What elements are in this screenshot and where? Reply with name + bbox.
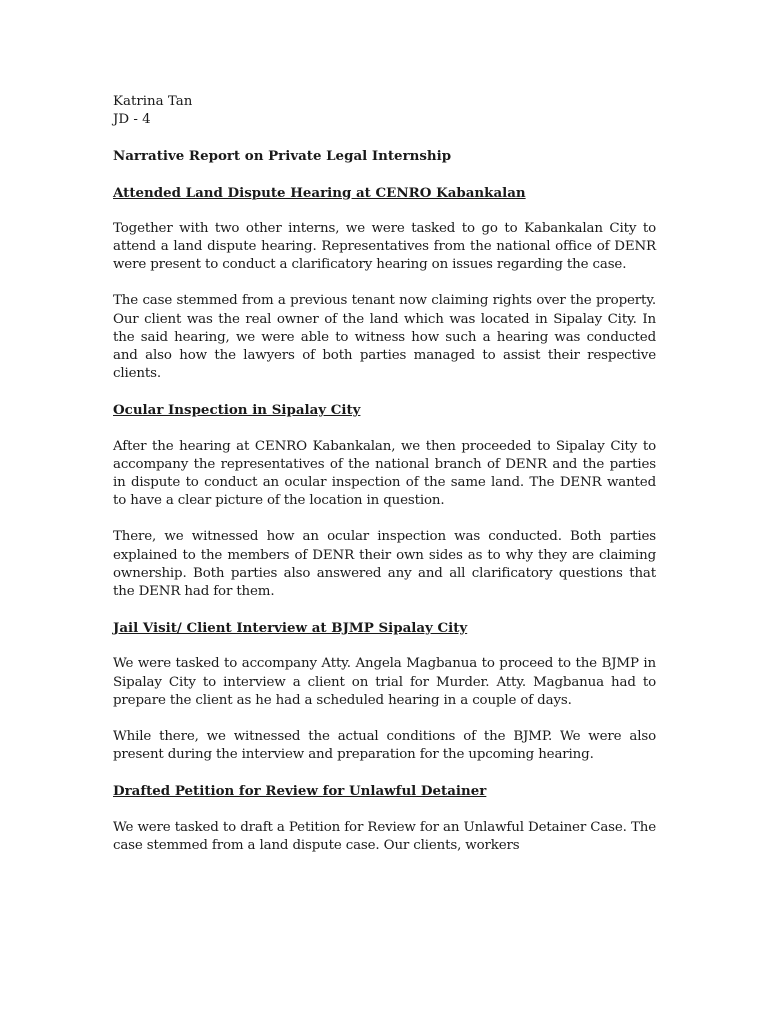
- paragraph: We were tasked to draft a Petition for Review for an Unlawful Detainer Case. The case stemmed from a land dispute case. Our clients, workers: [113, 819, 656, 853]
- section-heading-petition-review: Drafted Petition for Review for Unlawful Detainer: [113, 783, 487, 800]
- author-block: [113, 93, 656, 129]
- author-name: Katrina Tan: [113, 94, 193, 109]
- section-heading-jail-visit: Jail Visit/ Client Interview at BJMP Sipalay City: [113, 620, 468, 637]
- paragraph: After the hearing at CENRO Kabankalan, we then proceeded to Sipalay City to accompany the representatives of the national branch of DENR and the parties in dispute to conduct an ocular inspection of the same land. The DENR wanted to have a clear picture of the location in question.: [113, 438, 656, 509]
- section-heading-ocular-inspection: Ocular Inspection in Sipalay City: [113, 402, 361, 419]
- paragraph: We were tasked to accompany Atty. Angela Magbanua to proceed to the BJMP in Sipalay City to interview a client on trial for Murder. Atty. Magbanua had to prepare the client as he had a scheduled hearing in a couple of days.: [113, 656, 656, 708]
- document-page: [113, 93, 656, 855]
- paragraph: There, we witnessed how an ocular inspection was conducted. Both parties explained to the members of DENR their own sides as to why they are claiming ownership. Both parties also answered any and all clarificatory questions that the DENR had for them.: [113, 529, 656, 600]
- section-heading-cenro-hearing: Attended Land Dispute Hearing at CENRO Kabankalan: [113, 184, 526, 201]
- author-class: JD - 4: [113, 112, 151, 128]
- paragraph: The case stemmed from a previous tenant now claiming rights over the property. Our client was the real owner of the land which was located in Sipalay City. In the said hearing, we were able to witness how such a hearing was conducted and also how the lawyers of both parties managed to assist their respective clients.: [113, 293, 656, 382]
- paragraph: While there, we witnessed the actual conditions of the BJMP. We were also present during the interview and preparation for the upcoming hearing.: [113, 729, 656, 763]
- document-title: Narrative Report on Private Legal Internship: [113, 148, 452, 165]
- paragraph: Together with two other interns, we were tasked to go to Kabankalan City to attend a land dispute hearing. Representatives from the national office of DENR were present to conduct a clarificatory hearing on issues regarding the case.: [113, 220, 656, 273]
